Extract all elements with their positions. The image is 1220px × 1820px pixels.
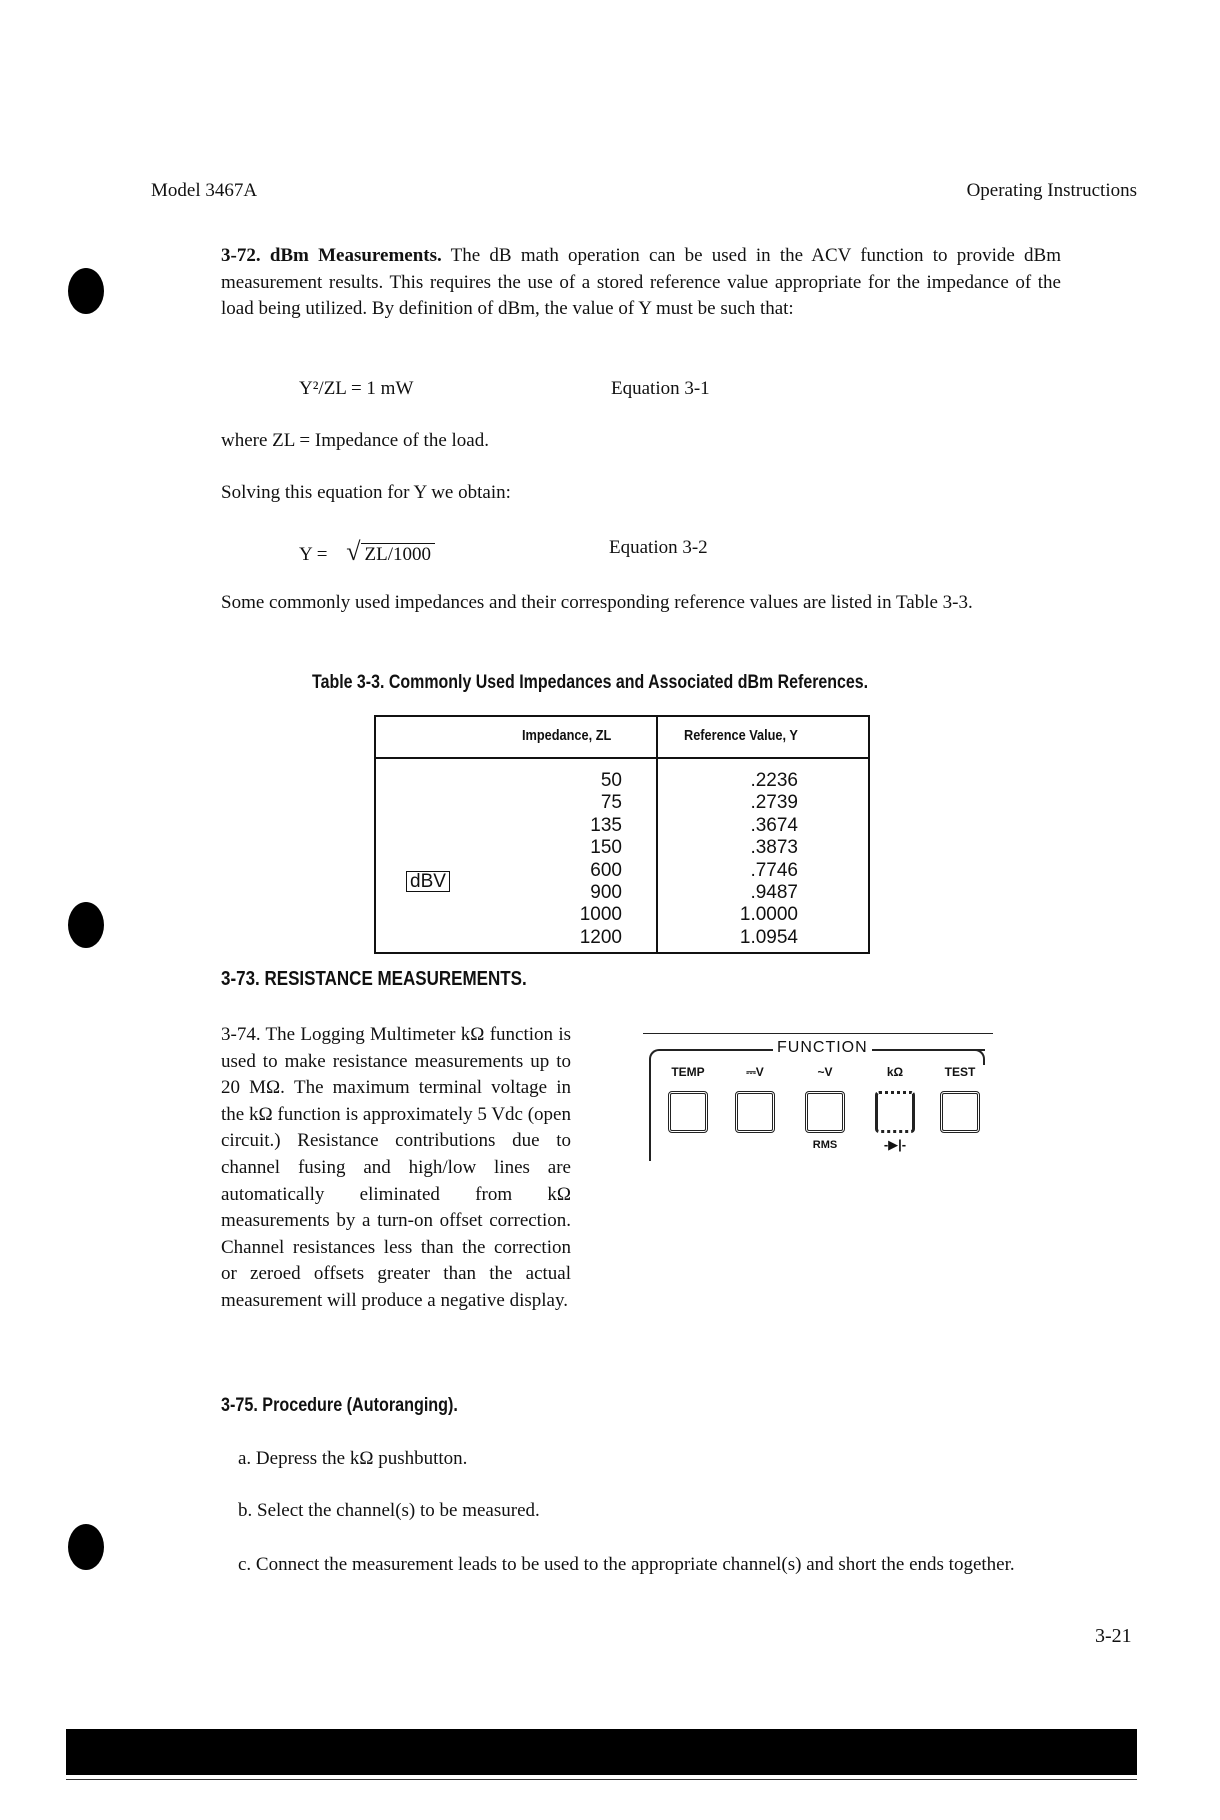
table-cell: .2236 bbox=[750, 770, 798, 791]
impedance-table bbox=[374, 715, 870, 954]
table-cell: .2739 bbox=[750, 792, 798, 814]
section-text: The dB math operation can be used in the ACV function to provide dBm measurement results. This requires the use of a stored reference value appropriate for the impedance of the load being utilized. By definition of dBm, the value of Y must be such that: bbox=[221, 245, 1061, 320]
step-b: b. Select the channel(s) to be measured. bbox=[238, 1500, 540, 1521]
section-3-75-heading: 3-75. Procedure (Autoranging). bbox=[221, 1395, 458, 1416]
test-button[interactable] bbox=[940, 1091, 980, 1133]
equation-radicand: ZL/1000 bbox=[361, 543, 436, 565]
table-cell: 900 bbox=[590, 882, 622, 904]
impedance-column bbox=[580, 770, 622, 949]
table-caption: Table 3-3. Commonly Used Impedances and Associated dBm References. bbox=[312, 672, 869, 693]
button-label-dcv: ⎓V bbox=[746, 1065, 764, 1079]
step-a: a. Depress the kΩ pushbutton. bbox=[238, 1448, 468, 1469]
equation-3-2 bbox=[299, 537, 435, 567]
button-label-temp: TEMP bbox=[671, 1065, 705, 1079]
button-label-acv: ~V bbox=[817, 1065, 833, 1079]
equation-3-1: Y²/ZL = 1 mW bbox=[299, 378, 414, 399]
table-cell: 1200 bbox=[579, 926, 622, 948]
step-c: c. Connect the measurement leads to be used to the appropriate channel(s) and short the ends together. bbox=[238, 1554, 1015, 1575]
table-cell: 1.0954 bbox=[739, 926, 798, 948]
section-title: dBm Measurements. bbox=[269, 245, 442, 266]
function-panel-diagram bbox=[643, 1029, 993, 1154]
acv-button[interactable] bbox=[805, 1091, 845, 1133]
kohm-button[interactable] bbox=[875, 1091, 915, 1133]
column-header-reference: Reference Value, Y bbox=[684, 727, 798, 744]
table-cell: 600 bbox=[590, 859, 622, 881]
equation-3-2-label: Equation 3-2 bbox=[609, 537, 708, 558]
dbv-marker: dBV bbox=[406, 871, 450, 892]
closing-text: Some commonly used impedances and their corresponding reference values are listed in Table 3-3. bbox=[221, 592, 973, 613]
where-text: where ZL = Impedance of the load. bbox=[221, 430, 489, 451]
sqrt-icon: √ bbox=[346, 537, 361, 566]
header-section: Operating Instructions bbox=[966, 180, 1137, 201]
diode-icon: -▶|- bbox=[883, 1137, 907, 1152]
dcv-button[interactable] bbox=[735, 1091, 775, 1133]
section-number: 3-72. bbox=[221, 245, 261, 266]
table-cell: 150 bbox=[590, 837, 622, 859]
button-sublabel-rms: RMS bbox=[812, 1139, 838, 1151]
punch-hole bbox=[68, 1524, 104, 1570]
section-3-73-heading: 3-73. RESISTANCE MEASUREMENTS. bbox=[221, 968, 527, 990]
punch-hole bbox=[68, 902, 104, 948]
paragraph-3-72 bbox=[221, 243, 1061, 323]
table-cell: .3674 bbox=[750, 814, 798, 836]
punch-hole bbox=[68, 268, 104, 314]
equation-lhs: Y = bbox=[299, 544, 328, 565]
table-cell: 1000 bbox=[579, 904, 622, 926]
table-cell: 1.0000 bbox=[739, 904, 798, 926]
header-model: Model 3467A bbox=[151, 180, 258, 201]
button-label-kohm: kΩ bbox=[886, 1065, 904, 1079]
equation-3-1-label: Equation 3-1 bbox=[611, 378, 710, 399]
button-label-test: TEST bbox=[944, 1065, 976, 1079]
page-number: 3-21 bbox=[1095, 1625, 1132, 1647]
table-cell: .3873 bbox=[750, 837, 798, 859]
table-cell: 50 bbox=[600, 770, 622, 791]
reference-column bbox=[740, 770, 798, 949]
scan-edge-bar bbox=[66, 1729, 1137, 1775]
column-header-impedance: Impedance, ZL bbox=[522, 727, 612, 744]
table-cell: 75 bbox=[600, 792, 622, 814]
table-cell: .7746 bbox=[750, 859, 798, 881]
solving-text: Solving this equation for Y we obtain: bbox=[221, 482, 511, 503]
paragraph-3-74: 3-74. The Logging Multimeter kΩ function is used to make resistance measurements up to 20 MΩ. The maximum terminal voltage in the kΩ function is approximately 5 Vdc (open circuit.) Resistance contributions due to channel fusing and high/low lines are automatically eliminated from kΩ measurements by a turn-on offset correction. Channel resistances less than the correction or zeroed offsets greater than the actual measurement will produce a negative display. bbox=[221, 1024, 571, 1311]
temp-button[interactable] bbox=[668, 1091, 708, 1133]
scan-edge-line bbox=[66, 1779, 1137, 1780]
table-cell: .9487 bbox=[750, 882, 798, 904]
function-title: FUNCTION bbox=[773, 1039, 872, 1057]
table-cell: 135 bbox=[590, 814, 622, 836]
